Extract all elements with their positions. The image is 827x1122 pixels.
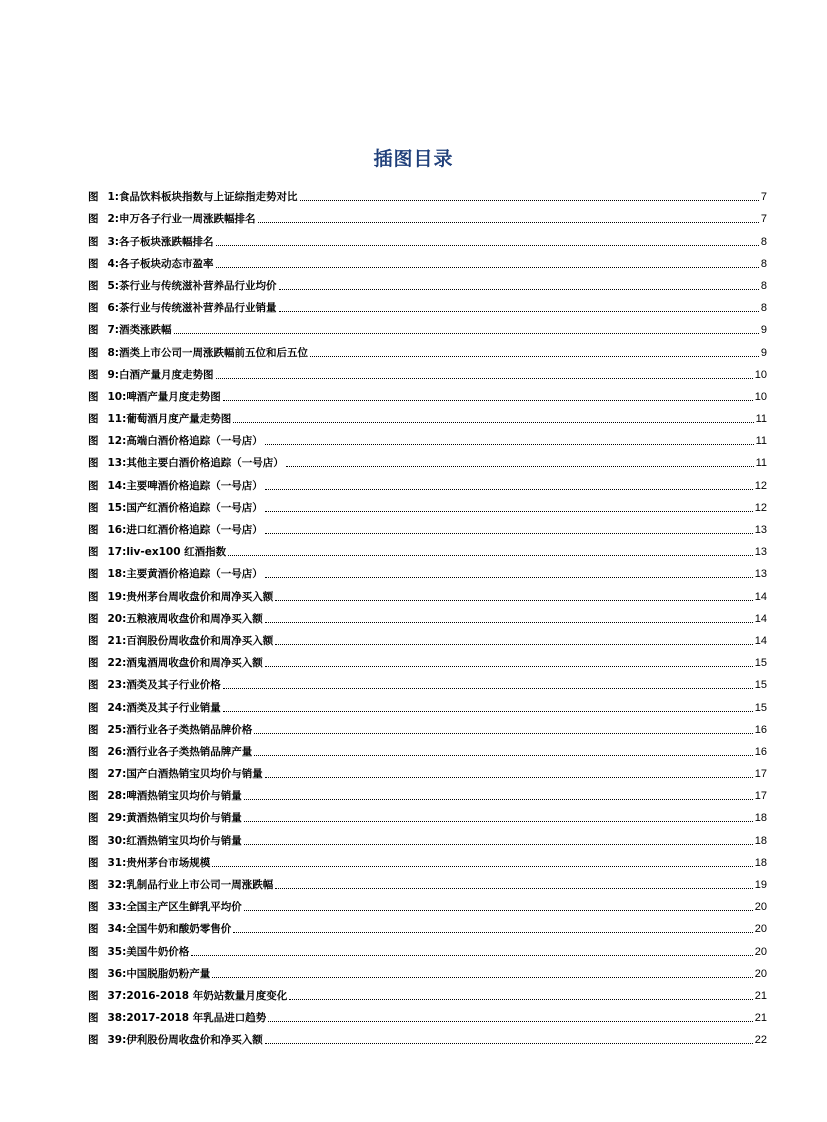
toc-figure-number: 39: <box>107 1034 127 1047</box>
toc-figure-prefix: 图 <box>88 923 99 936</box>
toc-entry-title[interactable]: 酒类及其子行业销量 <box>126 701 221 714</box>
toc-entry[interactable] <box>88 870 767 892</box>
toc-dot-leader <box>279 289 759 290</box>
toc-dot-leader <box>300 200 759 201</box>
toc-entry-title[interactable]: 酒类涨跌幅 <box>119 324 172 337</box>
toc-figure-prefix: 图 <box>88 346 99 359</box>
toc-entry[interactable] <box>88 293 767 315</box>
toc-entry-title[interactable]: 进口红酒价格追踪（一号店） <box>126 524 263 536</box>
toc-dot-leader <box>174 333 759 334</box>
toc-entry-title[interactable]: 乳制品行业上市公司一周涨跌幅 <box>126 879 274 891</box>
toc-figure-number: 17: <box>107 546 127 559</box>
toc-figure-number: 4: <box>107 257 120 270</box>
toc-page-number[interactable]: 18 <box>754 856 767 869</box>
toc-entry[interactable] <box>88 648 767 670</box>
toc-figure-prefix: 图 <box>88 191 99 204</box>
toc-entry[interactable] <box>88 249 767 271</box>
toc-dot-leader <box>216 245 759 246</box>
toc-page-number[interactable]: 18 <box>754 812 767 825</box>
toc-page-number[interactable]: 16 <box>754 723 767 736</box>
toc-entry[interactable] <box>88 892 767 914</box>
toc-entry-title[interactable]: 高端白酒价格追踪（一号店） <box>126 435 263 448</box>
toc-entry[interactable] <box>88 182 767 204</box>
toc-dot-leader <box>265 777 753 778</box>
toc-figure-prefix: 图 <box>88 701 99 714</box>
toc-figure-number: 34: <box>107 923 127 936</box>
toc-figure-prefix: 图 <box>88 257 99 270</box>
toc-figure-prefix: 图 <box>88 657 99 670</box>
toc-entry[interactable] <box>88 360 767 382</box>
toc-figure-number: 36: <box>107 967 127 980</box>
toc-dot-leader <box>223 688 753 689</box>
toc-entry-title[interactable]: liv-ex100 红酒指数 <box>126 546 227 559</box>
toc-entry[interactable] <box>88 271 767 293</box>
toc-entry-title[interactable]: 黄酒热销宝贝均价与销量 <box>126 812 242 825</box>
toc-figure-number: 18: <box>107 568 127 581</box>
toc-dot-leader <box>265 533 753 534</box>
toc-entry-title[interactable]: 申万各子行业一周涨跌幅排名 <box>119 213 256 226</box>
toc-page-number[interactable]: 12 <box>754 479 767 492</box>
toc-figure-prefix: 图 <box>88 457 99 470</box>
toc-figure-prefix: 图 <box>88 967 99 980</box>
toc-dot-leader <box>191 955 752 956</box>
toc-entry[interactable] <box>88 537 767 559</box>
toc-figure-prefix: 图 <box>88 901 99 914</box>
toc-entry-title[interactable]: 全国主产区生鲜乳平均价 <box>126 901 242 914</box>
toc-page-number[interactable]: 17 <box>754 768 767 781</box>
toc-entry[interactable] <box>88 803 767 825</box>
page-title: 插图目录 <box>373 148 454 170</box>
toc-page-number[interactable]: 21 <box>754 989 767 1002</box>
toc-dot-leader <box>268 1021 752 1022</box>
toc-page-number[interactable]: 11 <box>755 413 767 426</box>
toc-figure-prefix: 图 <box>88 768 99 781</box>
toc-figure-prefix: 图 <box>88 834 99 847</box>
toc-dot-leader <box>244 799 753 800</box>
toc-figure-number: 5: <box>107 279 120 292</box>
toc-dot-leader <box>212 977 752 978</box>
toc-page-number[interactable]: 8 <box>760 279 767 292</box>
toc-entry[interactable] <box>88 337 767 359</box>
toc-figure-number: 25: <box>107 723 127 736</box>
toc-entry[interactable] <box>88 936 767 958</box>
toc-dot-leader <box>265 666 753 667</box>
toc-entry[interactable] <box>88 470 767 492</box>
toc-page-number[interactable]: 13 <box>754 568 767 581</box>
toc-figure-prefix: 图 <box>88 723 99 736</box>
toc-entry-title[interactable]: 啤酒热销宝贝均价与销量 <box>126 790 242 803</box>
toc-figure-prefix: 图 <box>88 590 99 603</box>
toc-page-number[interactable]: 20 <box>754 923 767 936</box>
toc-page-number[interactable]: 11 <box>755 457 767 470</box>
toc-figure-number: 32: <box>107 879 127 891</box>
toc-figure-prefix: 图 <box>88 479 99 492</box>
toc-figure-number: 8: <box>107 346 120 359</box>
toc-figure-prefix: 图 <box>88 856 99 869</box>
toc-figure-number: 15: <box>107 501 127 514</box>
toc-entry-title[interactable]: 百润股份周收盘价和周净买入额 <box>126 634 274 647</box>
toc-figure-number: 7: <box>107 324 120 337</box>
toc-dot-leader <box>254 733 752 734</box>
toc-figure-prefix: 图 <box>88 235 99 248</box>
toc-dot-leader <box>254 755 752 756</box>
toc-figure-prefix: 图 <box>88 501 99 514</box>
toc-entry-title[interactable]: 酒行业各子类热销品牌价格 <box>126 723 253 736</box>
toc-entry-title[interactable]: 贵州茅台市场规模 <box>126 856 211 869</box>
toc-figure-number: 27: <box>107 768 127 781</box>
toc-page-number[interactable]: 7 <box>760 213 767 226</box>
toc-entry[interactable] <box>88 493 767 515</box>
toc-entry[interactable] <box>88 315 767 337</box>
toc-entry-title[interactable]: 五粮液周收盘价和周净买入额 <box>126 612 263 625</box>
toc-entry[interactable] <box>88 426 767 448</box>
toc-entry-title[interactable]: 其他主要白酒价格追踪（一号店） <box>126 457 284 470</box>
toc-figure-number: 35: <box>107 945 127 958</box>
toc-figure-number: 28: <box>107 790 127 803</box>
toc-page-number[interactable]: 7 <box>760 191 767 204</box>
toc-page-number[interactable]: 14 <box>754 612 767 625</box>
toc-entry-title[interactable]: 酒行业各子类热销品牌产量 <box>126 745 253 758</box>
toc-figure-number: 37: <box>107 989 127 1002</box>
toc-page-number[interactable]: 8 <box>760 235 767 248</box>
toc-dot-leader <box>265 577 753 578</box>
toc-entry-title[interactable]: 2017-2018 年乳品进口趋势 <box>126 1012 267 1025</box>
toc-entry[interactable] <box>88 581 767 603</box>
toc-dot-leader <box>244 844 753 845</box>
toc-figure-number: 13: <box>107 457 127 470</box>
toc-entry[interactable] <box>88 759 767 781</box>
toc-figure-prefix: 图 <box>88 634 99 647</box>
toc-dot-leader <box>265 1043 753 1044</box>
toc-entry-title[interactable]: 伊利股份周收盘价和净买入额 <box>126 1034 263 1047</box>
toc-figure-number: 24: <box>107 701 127 714</box>
toc-figure-prefix: 图 <box>88 546 99 559</box>
toc-dot-leader <box>310 356 759 357</box>
toc-figure-prefix: 图 <box>88 368 99 381</box>
toc-entry[interactable] <box>88 226 767 248</box>
toc-entry-title[interactable]: 贵州茅台周收盘价和周净买入额 <box>126 590 274 603</box>
toc-figure-number: 31: <box>107 856 127 869</box>
toc-page-number[interactable]: 10 <box>754 368 767 381</box>
toc-entry-title[interactable]: 美国牛奶价格 <box>126 945 190 958</box>
toc-entry-title[interactable]: 食品饮料板块指数与上证综指走势对比 <box>119 191 298 204</box>
toc-entry[interactable] <box>88 715 767 737</box>
toc-entry-title[interactable]: 各子板块涨跌幅排名 <box>119 235 214 248</box>
toc-dot-leader <box>258 222 759 223</box>
toc-page-number[interactable]: 14 <box>754 590 767 603</box>
toc-entry[interactable] <box>88 559 767 581</box>
toc-entry[interactable] <box>88 981 767 1003</box>
toc-page-number[interactable]: 14 <box>754 634 767 647</box>
toc-entry-title[interactable]: 国产红酒价格追踪（一号店） <box>126 501 263 514</box>
toc-dot-leader <box>286 466 754 467</box>
toc-entry-title[interactable]: 茶行业与传统滋补营养品行业均价 <box>119 279 277 292</box>
toc-figure-number: 9: <box>107 368 120 381</box>
toc-entry[interactable] <box>88 737 767 759</box>
toc-figure-prefix: 图 <box>88 213 99 226</box>
toc-figure-number: 3: <box>107 235 120 248</box>
toc-figure-number: 38: <box>107 1012 127 1025</box>
toc-figure-prefix: 图 <box>88 524 99 536</box>
toc-page-number[interactable]: 21 <box>754 1012 767 1025</box>
toc-entry-title[interactable]: 主要黄酒价格追踪（一号店） <box>126 568 263 581</box>
toc-page-number[interactable]: 20 <box>754 967 767 980</box>
toc-figure-number: 12: <box>107 435 127 448</box>
toc-page-number[interactable]: 8 <box>760 302 767 315</box>
toc-dot-leader <box>244 910 753 911</box>
toc-figure-prefix: 图 <box>88 879 99 891</box>
toc-entry-title[interactable]: 白酒产量月度走势图 <box>119 368 214 381</box>
toc-page-number[interactable]: 20 <box>754 945 767 958</box>
toc-dot-leader <box>265 444 754 445</box>
toc-entry-title[interactable]: 各子板块动态市盈率 <box>119 257 214 270</box>
toc-figure-prefix: 图 <box>88 324 99 337</box>
toc-figure-number: 29: <box>107 812 127 825</box>
toc-figure-number: 19: <box>107 590 127 603</box>
toc-figure-prefix: 图 <box>88 989 99 1002</box>
toc-entry[interactable] <box>88 1003 767 1025</box>
toc-dot-leader <box>228 555 753 556</box>
toc-dot-leader <box>279 311 759 312</box>
toc-figure-prefix: 图 <box>88 1034 99 1047</box>
toc-entry[interactable] <box>88 692 767 714</box>
toc-figure-number: 23: <box>107 679 127 692</box>
toc-figure-prefix: 图 <box>88 302 99 315</box>
toc-entry[interactable] <box>88 382 767 404</box>
toc-dot-leader <box>275 600 752 601</box>
toc-figure-prefix: 图 <box>88 390 99 403</box>
toc-entry-title[interactable]: 啤酒产量月度走势图 <box>126 390 221 403</box>
toc-figure-number: 14: <box>107 479 127 492</box>
toc-figure-prefix: 图 <box>88 568 99 581</box>
toc-page-number[interactable]: 18 <box>754 834 767 847</box>
toc-dot-leader <box>265 489 753 490</box>
toc-entry[interactable] <box>88 914 767 936</box>
toc-entry-title[interactable]: 葡萄酒月度产量走势图 <box>126 413 232 426</box>
toc-entry-title[interactable]: 酒鬼酒周收盘价和周净买入额 <box>126 657 263 670</box>
toc-page-number[interactable]: 9 <box>760 346 767 359</box>
toc-dot-leader <box>275 644 752 645</box>
toc-figure-number: 11: <box>107 413 127 426</box>
toc-figure-number: 22: <box>107 657 127 670</box>
toc-figure-prefix: 图 <box>88 679 99 692</box>
toc-figure-prefix: 图 <box>88 745 99 758</box>
toc-dot-leader <box>275 888 752 889</box>
toc-entry[interactable] <box>88 604 767 626</box>
toc-figure-number: 10: <box>107 390 127 403</box>
toc-dot-leader <box>212 866 752 867</box>
toc-page-number[interactable]: 13 <box>754 546 767 559</box>
toc-figure-number: 33: <box>107 901 127 914</box>
toc-dot-leader <box>265 622 753 623</box>
toc-entry-title[interactable]: 全国牛奶和酸奶零售价 <box>126 923 232 936</box>
toc-entry-title[interactable]: 主要啤酒价格追踪（一号店） <box>126 479 263 492</box>
toc-dot-leader <box>233 422 753 423</box>
toc-dot-leader <box>216 267 759 268</box>
toc-figure-number: 16: <box>107 524 127 536</box>
toc-entry[interactable] <box>88 848 767 870</box>
toc-page-number[interactable]: 20 <box>754 901 767 914</box>
toc-page-number[interactable]: 22 <box>754 1034 767 1047</box>
toc-entry[interactable] <box>88 626 767 648</box>
toc-figure-prefix: 图 <box>88 435 99 448</box>
toc-entry-title[interactable]: 中国脱脂奶粉产量 <box>126 967 211 980</box>
toc-page-number[interactable]: 13 <box>754 524 767 536</box>
toc-page-number[interactable]: 17 <box>754 790 767 803</box>
toc-dot-leader <box>216 378 753 379</box>
toc-figure-prefix: 图 <box>88 945 99 958</box>
toc-entry-title[interactable]: 2016-2018 年奶站数量月度变化 <box>126 989 288 1002</box>
toc-page-number[interactable]: 10 <box>754 390 767 403</box>
toc-page-number[interactable]: 19 <box>754 879 767 891</box>
toc-figure-prefix: 图 <box>88 1012 99 1025</box>
toc-figure-number: 26: <box>107 745 127 758</box>
toc-dot-leader <box>223 400 753 401</box>
toc-page-number[interactable]: 9 <box>760 324 767 337</box>
toc-entry[interactable] <box>88 781 767 803</box>
toc-entry[interactable] <box>88 448 767 470</box>
toc-figure-number: 2: <box>107 213 120 226</box>
toc-entry[interactable] <box>88 404 767 426</box>
toc-figure-number: 1: <box>107 191 120 204</box>
toc-page-number[interactable]: 12 <box>754 501 767 514</box>
toc-entry-title[interactable]: 酒类上市公司一周涨跌幅前五位和后五位 <box>119 346 309 359</box>
toc-page-number[interactable]: 15 <box>754 657 767 670</box>
toc-page-number[interactable]: 11 <box>755 435 767 448</box>
toc-entry[interactable] <box>88 959 767 981</box>
toc-figure-prefix: 图 <box>88 413 99 426</box>
toc-entry[interactable] <box>88 825 767 847</box>
toc-figure-prefix: 图 <box>88 279 99 292</box>
toc-entry[interactable] <box>88 515 767 537</box>
toc-page-number[interactable]: 15 <box>754 679 767 692</box>
toc-entry-title[interactable]: 茶行业与传统滋补营养品行业销量 <box>119 302 277 315</box>
toc-figure-number: 20: <box>107 612 127 625</box>
toc-dot-leader <box>233 932 752 933</box>
figure-toc-list <box>88 182 767 1047</box>
toc-figure-prefix: 图 <box>88 612 99 625</box>
toc-entry[interactable] <box>88 1025 767 1047</box>
toc-figure-number: 6: <box>107 302 120 315</box>
toc-dot-leader <box>265 511 753 512</box>
toc-entry[interactable] <box>88 204 767 226</box>
toc-entry[interactable] <box>88 670 767 692</box>
toc-entry-title[interactable]: 国产白酒热销宝贝均价与销量 <box>126 768 263 781</box>
toc-dot-leader <box>223 711 753 712</box>
toc-dot-leader <box>244 821 753 822</box>
toc-entry-title[interactable]: 酒类及其子行业价格 <box>126 679 221 692</box>
toc-figure-prefix: 图 <box>88 790 99 803</box>
toc-page-number[interactable]: 8 <box>760 257 767 270</box>
toc-page-number[interactable]: 16 <box>754 745 767 758</box>
toc-figure-number: 21: <box>107 634 127 647</box>
toc-entry-title[interactable]: 红酒热销宝贝均价与销量 <box>126 834 242 847</box>
toc-figure-prefix: 图 <box>88 812 99 825</box>
toc-page-number[interactable]: 15 <box>754 701 767 714</box>
toc-figure-number: 30: <box>107 834 127 847</box>
toc-dot-leader <box>289 999 752 1000</box>
